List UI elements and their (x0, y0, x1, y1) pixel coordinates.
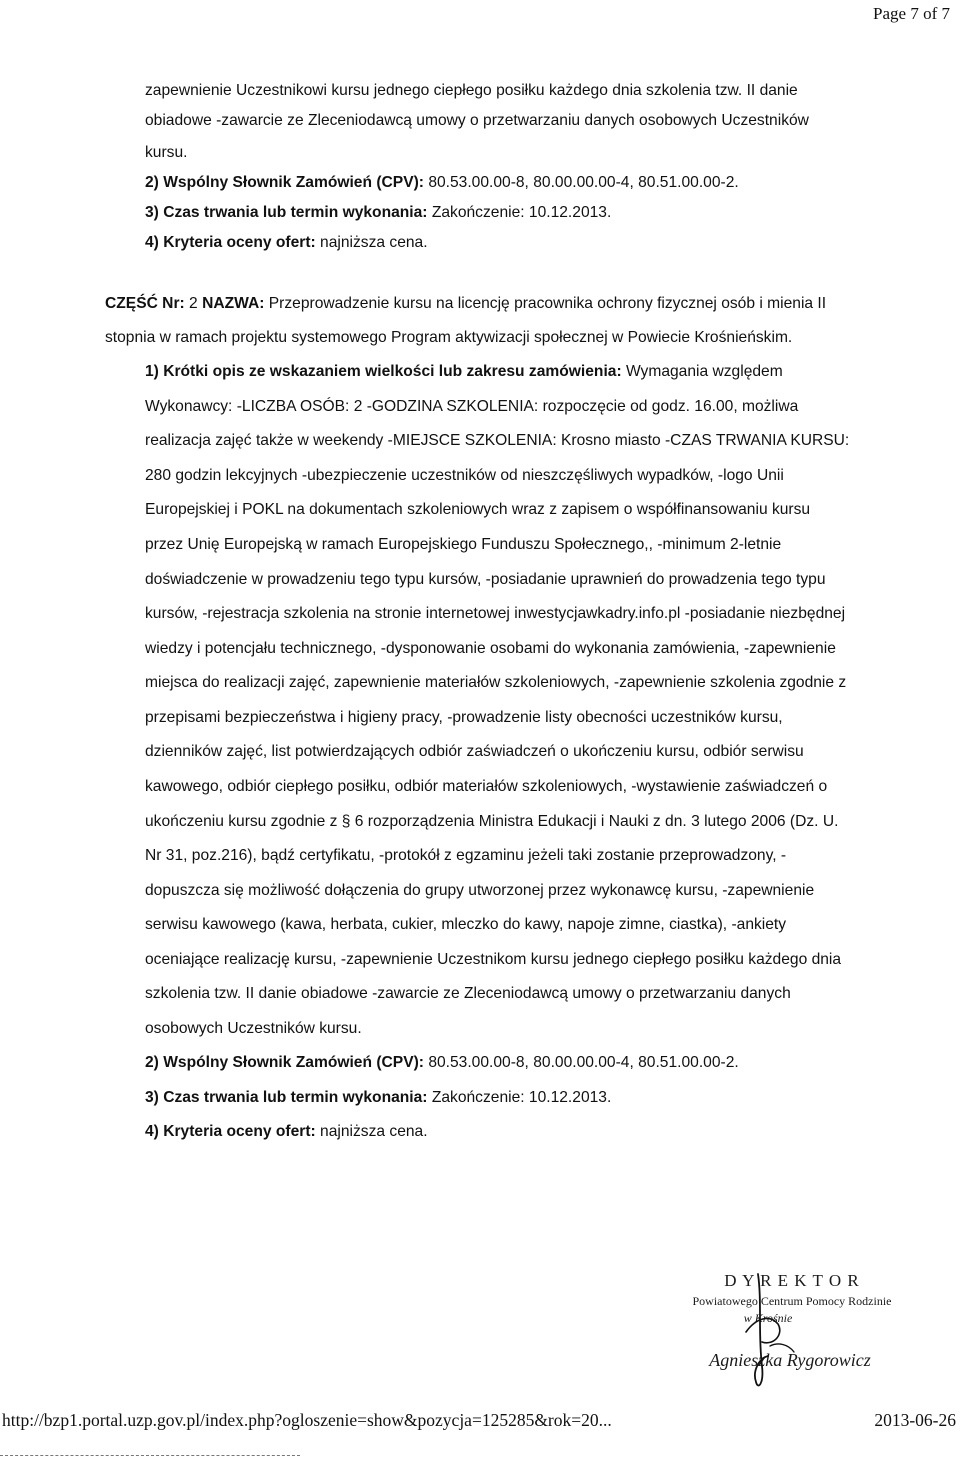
description-line: doświadczenie w prowadzeniu tego typu kursów, -posiadanie uprawnień do prowadzenia tego typu (145, 571, 826, 588)
director-stamp (608, 1262, 953, 1392)
description-line: przez Unię Europejską w ramach Europejskiego Funduszu Społecznego,, -minimum 2-letnie (145, 536, 782, 553)
description-line: miejsca do realizacji zajęć, zapewnienie materiałów szkoleniowych, -zapewnienie szkolenia zgodnie z (145, 674, 847, 691)
criteria-value: najniższa cena. (315, 1123, 428, 1140)
description-line: Wykonawcy: -LICZBA OSÓB: 2 -GODZINA SZKOLENIA: rozpoczęcie od godz. 16.00, możliwa (145, 398, 799, 415)
description-label: 1) Krótki opis ze wskazaniem wielkości lub zakresu zamówienia: (145, 363, 622, 380)
footer-divider (0, 1455, 300, 1456)
svg-text:D Y R E K T O R: D Y R E K T O R (724, 1271, 860, 1290)
svg-text:w Krośnie: w Krośnie (743, 1311, 793, 1325)
cpv-line (145, 1053, 739, 1073)
description-line: kursów, -rejestracja szkolenia na stronie internetowej inwestycjawkadry.info.pl -posiadanie niezbędnej (145, 605, 846, 622)
description-line: dopuszcza się możliwość dołączenia do grupy utworzonej przez wykonawcę kursu, -zapewnienie (145, 882, 815, 899)
time-value: Zakończenie: 10.12.2013. (427, 204, 612, 221)
part-heading (105, 294, 826, 314)
description-line: osobowych Uczestników kursu. (145, 1020, 362, 1037)
part-label: CZĘŚĆ Nr: (105, 295, 185, 312)
stamp-graphic (608, 1262, 953, 1392)
cpv-label: 2) Wspólny Słownik Zamówień (CPV): (145, 1054, 424, 1071)
criteria-value: najniższa cena. (315, 234, 428, 251)
text-line: obiadowe -zawarcie ze Zleceniodawcą umowy o przetwarzaniu danych osobowych Uczestników (145, 112, 809, 129)
time-value: Zakończenie: 10.12.2013. (427, 1089, 612, 1106)
time-label: 3) Czas trwania lub termin wykonania: (145, 204, 428, 221)
text-line: kursu. (145, 144, 188, 161)
part-name-label: NAZWA: (202, 295, 265, 312)
criteria-label: 4) Kryteria oceny ofert: (145, 234, 316, 251)
description-line: realizacja zajęć także w weekendy -MIEJSCE SZKOLENIA: Krosno miasto -CZAS TRWANIA KURSU: (145, 432, 850, 449)
description-line: serwisu kawowego (kawa, herbata, cukier, mleczko do kawy, napoje zimne, ciastka), -ankiety (145, 916, 787, 933)
svg-text:Agnieszka Rygorowicz: Agnieszka Rygorowicz (709, 1350, 871, 1370)
part-name-value: Przeprowadzenie kursu na licencję pracownika ochrony fizycznej osób i mienia II (264, 295, 827, 312)
description-line: dzienników zajęć, list potwierdzających odbiór zaświadczeń o ukończeniu kursu, odbiór serwisu (145, 743, 804, 760)
description-line: przepisami bezpieczeństwa i higieny pracy, -prowadzenie listy obecności uczestników kursu, (145, 709, 783, 726)
description-line: 280 godzin lekcyjnych -ubezpieczenie uczestników od nieszczęśliwych wypadków, -logo Unii (145, 467, 784, 484)
footer-url: http://bzp1.portal.uzp.gov.pl/index.php?ogloszenie=show&pozycja=125285&rok=20... (2, 1410, 612, 1430)
description-line: ukończeniu kursu zgodnie z § 6 rozporządzenia Ministra Edukacji i Nauki z dn. 3 lutego 2006 (Dz. U. (145, 813, 839, 830)
page-number: Page 7 of 7 (873, 4, 950, 23)
time-line (145, 1088, 611, 1108)
cpv-value: 80.53.00.00-8, 80.00.00.00-4, 80.51.00.00-2. (423, 174, 739, 191)
description-line: wiedzy i potencjału technicznego, -dysponowanie osobami do wykonania zamówienia, -zapewnienie (145, 640, 836, 657)
text-line: stopnia w ramach projektu systemowego Program aktywizacji społecznej w Powiecie Krośnieńskim. (105, 329, 793, 346)
time-line (145, 203, 611, 223)
cpv-value: 80.53.00.00-8, 80.00.00.00-4, 80.51.00.00-2. (423, 1054, 739, 1071)
criteria-label: 4) Kryteria oceny ofert: (145, 1123, 316, 1140)
time-label: 3) Czas trwania lub termin wykonania: (145, 1089, 428, 1106)
cpv-line (145, 173, 739, 193)
criteria-line (145, 1122, 428, 1142)
description-value: Wymagania względem (621, 363, 783, 380)
description-line: oceniające realizację kursu, -zapewnienie Uczestnikom kursu jednego ciepłego posiłku każdego dnia (145, 951, 842, 968)
description-heading (145, 362, 783, 382)
description-line: Europejskiej i POKL na dokumentach szkoleniowych wraz z zapisem o współfinansowaniu kursu (145, 501, 811, 518)
description-line: szkolenia tzw. II danie obiadowe -zawarcie ze Zleceniodawcą umowy o przetwarzaniu danych (145, 985, 791, 1002)
cpv-label: 2) Wspólny Słownik Zamówień (CPV): (145, 174, 424, 191)
svg-text:Powiatowego Centrum Pomocy Rod: Powiatowego Centrum Pomocy Rodzinie (692, 1294, 892, 1308)
text-line: zapewnienie Uczestnikowi kursu jednego ciepłego posiłku każdego dnia szkolenia tzw. II danie (145, 82, 798, 99)
part-number: 2 (184, 295, 203, 312)
criteria-line (145, 233, 428, 253)
description-line: kawowego, odbiór ciepłego posiłku, odbiór materiałów szkoleniowych, -wystawienie zaświadczeń o (145, 778, 828, 795)
description-line: Nr 31, poz.216), bądź certyfikatu, -protokół z egzaminu jeżeli taki zostanie przeprowadzony, - (145, 847, 787, 864)
footer-date: 2013-06-26 (874, 1410, 956, 1430)
